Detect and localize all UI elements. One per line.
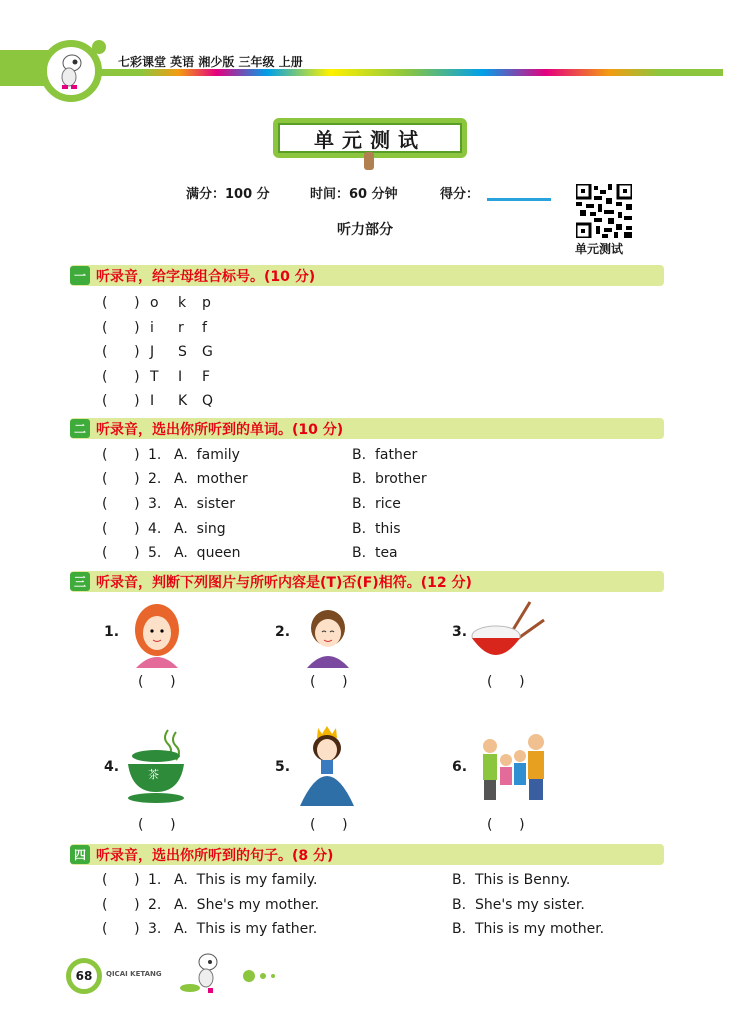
letter-3: G xyxy=(202,344,213,360)
section-1-header xyxy=(70,265,664,286)
item-number: 2. xyxy=(148,897,162,913)
option-a: A. family xyxy=(174,447,240,463)
letter-2: K xyxy=(178,393,188,409)
boy-icon xyxy=(293,600,363,670)
answer-paren[interactable]: ( ) xyxy=(102,872,140,888)
item-number: 5. xyxy=(148,545,162,561)
answer-paren[interactable]: ( ) xyxy=(102,320,140,336)
dog-mascot-icon xyxy=(178,950,228,996)
answer-paren[interactable]: ( ) xyxy=(102,344,140,360)
header-rainbow-line xyxy=(90,69,723,76)
girl-icon xyxy=(122,600,192,670)
option-b: B. brother xyxy=(352,471,427,487)
tea-character: 茶 xyxy=(148,768,159,781)
answer-paren[interactable]: ( ) xyxy=(102,447,140,463)
option-a: A. This is my family. xyxy=(174,872,318,888)
letter-1: I xyxy=(150,393,155,409)
time-limit: 时间：60 分钟 xyxy=(310,187,398,202)
item-number: 3. xyxy=(148,496,162,512)
footer-brand: QICAI KETANG xyxy=(106,970,162,978)
section-number: 一 xyxy=(70,266,90,285)
picture-number: 5. xyxy=(275,759,291,775)
letter-3: F xyxy=(202,369,211,385)
answer-paren[interactable]: ( ) xyxy=(102,921,140,937)
score-label: 得分： xyxy=(440,187,480,202)
section-instruction: 听录音，给字母组合标号。(10 分) xyxy=(96,268,316,285)
letter-2: S xyxy=(178,344,187,360)
rice-bowl-icon xyxy=(468,598,546,668)
family-icon xyxy=(478,730,554,802)
section-number: 三 xyxy=(70,572,90,591)
answer-paren[interactable]: ( ) xyxy=(102,369,140,385)
picture-number: 4. xyxy=(104,759,120,775)
picture-number: 3. xyxy=(452,624,468,640)
letter-1: J xyxy=(150,344,155,360)
section-2-header xyxy=(70,418,664,439)
answer-paren[interactable]: ( ) xyxy=(138,817,176,833)
option-a: A. She's my mother. xyxy=(174,897,320,913)
page-number: 68 xyxy=(66,958,102,994)
letter-3: p xyxy=(202,295,211,311)
decor-dot xyxy=(243,970,255,982)
answer-paren[interactable]: ( ) xyxy=(102,471,140,487)
picture-number: 2. xyxy=(275,624,291,640)
picture-number: 1. xyxy=(104,624,120,640)
option-a: A. mother xyxy=(174,471,248,487)
qr-code-icon[interactable] xyxy=(576,184,632,238)
picture-number: 6. xyxy=(452,759,468,775)
answer-paren[interactable]: ( ) xyxy=(310,674,348,690)
section-4-header xyxy=(70,844,664,865)
answer-paren[interactable]: ( ) xyxy=(138,674,176,690)
letter-1: o xyxy=(150,295,159,311)
section-number: 二 xyxy=(70,419,90,438)
listening-part-heading: 听力部分 xyxy=(337,222,393,238)
score-blank[interactable] xyxy=(487,198,551,201)
section-3-header xyxy=(70,571,664,592)
tea-cup-icon xyxy=(122,726,194,806)
section-instruction: 听录音，选出你所听到的句子。(8 分) xyxy=(96,847,334,864)
answer-paren[interactable]: ( ) xyxy=(310,817,348,833)
page-title: 单元测试 xyxy=(278,123,462,153)
option-b: B. father xyxy=(352,447,418,463)
answer-paren[interactable]: ( ) xyxy=(102,545,140,561)
book-title: 七彩课堂 英语 湘少版 三年级 上册 xyxy=(118,55,303,69)
answer-paren[interactable]: ( ) xyxy=(102,897,140,913)
answer-paren[interactable]: ( ) xyxy=(102,295,140,311)
queen-icon xyxy=(298,722,356,808)
option-b: B. tea xyxy=(352,545,398,561)
full-score: 满分：100 分 xyxy=(186,187,270,202)
option-a: A. queen xyxy=(174,545,241,561)
section-instruction: 听录音，选出你所听到的单词。(10 分) xyxy=(96,421,344,438)
section-instruction: 听录音，判断下列图片与所听内容是(T)否(F)相符。(12 分) xyxy=(96,574,472,591)
letter-2: r xyxy=(178,320,184,336)
item-number: 2. xyxy=(148,471,162,487)
letter-2: k xyxy=(178,295,187,311)
item-number: 3. xyxy=(148,921,162,937)
option-b: B. This is Benny. xyxy=(452,872,571,888)
qr-label: 单元测试 xyxy=(575,242,624,256)
decor-dot xyxy=(260,973,266,979)
letter-3: f xyxy=(202,320,207,336)
answer-paren[interactable]: ( ) xyxy=(102,521,140,537)
letter-1: i xyxy=(150,320,154,336)
letter-3: Q xyxy=(202,393,214,409)
option-b: B. She's my sister. xyxy=(452,897,585,913)
letter-2: I xyxy=(178,369,183,385)
answer-paren[interactable]: ( ) xyxy=(102,393,140,409)
option-b: B. This is my mother. xyxy=(452,921,605,937)
option-a: A. This is my father. xyxy=(174,921,318,937)
section-number: 四 xyxy=(70,845,90,864)
option-a: A. sing xyxy=(174,521,226,537)
item-number: 1. xyxy=(148,447,162,463)
letter-1: T xyxy=(150,369,159,385)
item-number: 4. xyxy=(148,521,162,537)
option-b: B. this xyxy=(352,521,401,537)
decor-dot xyxy=(271,974,275,978)
item-number: 1. xyxy=(148,872,162,888)
answer-paren[interactable]: ( ) xyxy=(487,817,525,833)
option-a: A. sister xyxy=(174,496,236,512)
answer-paren[interactable]: ( ) xyxy=(487,674,525,690)
answer-paren[interactable]: ( ) xyxy=(102,496,140,512)
hand-icon xyxy=(364,152,374,170)
option-b: B. rice xyxy=(352,496,401,512)
dog-mascot-icon xyxy=(40,40,102,102)
